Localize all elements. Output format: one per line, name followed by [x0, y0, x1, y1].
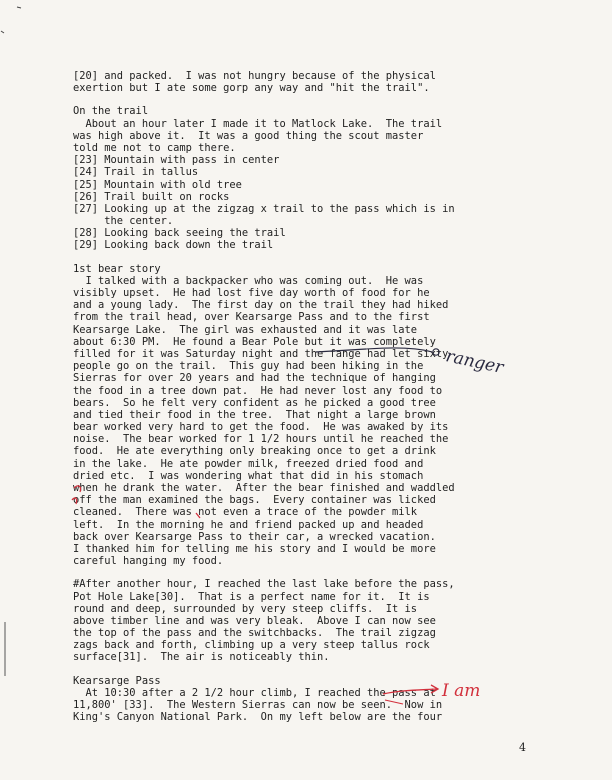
text-line: about 6:30 PM. He found a Bear Pole but it was completely: [73, 335, 436, 348]
margin-vertical-line: [0, 620, 10, 680]
photo-list-item: [25] Mountain with old tree: [73, 178, 242, 191]
text-line: Kearsarge Lake. The girl was exhausted and it was late: [73, 323, 418, 336]
text-line: the top of the pass and the switchbacks. The trail zigzag: [73, 627, 436, 640]
text-line: bear worked very hard to get the food. He was awaked by its: [73, 421, 449, 434]
text-line: left. In the morning he and friend packed up and headed: [73, 518, 424, 531]
blank-line: [73, 567, 473, 578]
text-line: people go on the trail. This guy had been hiking in the: [73, 360, 424, 373]
text-line: King's Canyon National Park. On my left below are the four: [73, 711, 443, 724]
text-line: exertion but I ate some gorp any way and "hit the trail".: [73, 82, 430, 95]
blank-line: [73, 94, 473, 105]
section-heading-on-the-trail: On the trail: [73, 105, 149, 118]
photo-list-item: [27] Looking up at the zigzag x trail to the pass which is in: [73, 202, 455, 215]
text-line: dried etc. I was wondering what that did in his stomach: [73, 469, 424, 482]
text-line: above timber line and was very bleak. Above I can now see: [73, 614, 436, 627]
text-line: from the trail head, over Kearsarge Pass and to the first: [73, 311, 430, 324]
text-line: At 10:30 after a 2 1/2 hour climb, I reached the pass at: [73, 686, 436, 699]
handwritten-ranger-note: ranger: [443, 346, 506, 378]
text-line-with-correction: filled for it was Saturday night and the fange had let sixty: [73, 347, 449, 360]
text-line: careful hanging my food.: [73, 555, 224, 568]
text-line: bears. So he felt very confident as he picked a good tree: [73, 396, 436, 409]
text-line: surface[31]. The air is noticeably thin.: [73, 651, 330, 664]
text-line: Sierras for over 20 years and had the technique of hanging: [73, 372, 436, 385]
text-line: I thanked him for telling me his story and I would be more: [73, 542, 436, 555]
handwritten-i-am-insertion: I am: [442, 681, 481, 701]
typed-text-body: [73, 70, 473, 723]
text-line: round and deep, surrounded by very steep cliffs. It is: [73, 602, 418, 615]
photo-list-item-continued: the center.: [73, 215, 174, 228]
blank-line: [73, 252, 473, 263]
text-line: was high above it. It was a good thing the scout master: [73, 129, 424, 142]
photo-list-item: [29] Looking back down the trail: [73, 239, 274, 252]
text-line: when he drank the water. After the bear finished and waddled: [73, 482, 455, 494]
photo-list-item: [26] Trail built on rocks: [73, 190, 230, 203]
photo-list-item: [23] Mountain with pass in center: [73, 154, 280, 167]
red-pen-corrections: [70, 480, 220, 540]
text-line: [20] and packed. I was not hungry because of the physical: [73, 70, 436, 82]
text-line: visibly upset. He had lost five day worth of food for he: [73, 287, 430, 299]
margin-pen-marks: [0, 0, 40, 40]
text-line: I talked with a backpacker who was coming out. He was: [73, 274, 424, 287]
page-number: 4: [519, 741, 526, 754]
text-line: cleaned. There was not even a trace of the powder milk: [73, 506, 418, 519]
section-heading-kearsarge-pass: Kearsarge Pass: [73, 674, 161, 687]
text-line: the food in a tree down pat. He had never lost any food to: [73, 384, 443, 397]
text-line: told me not to camp there.: [73, 141, 236, 154]
text-line: #After another hour, I reached the last lake before the pass,: [73, 578, 455, 591]
text-line: Pot Hole Lake[30]. That is a perfect name for it. It is: [73, 590, 430, 603]
section-heading-bear-story: 1st bear story: [73, 262, 161, 275]
text-line-with-insertion: 11,800' [33]. The Western Sierras can now be seen. Now in: [73, 699, 443, 711]
text-line: off the man examined the bags. Every container was licked: [73, 494, 436, 507]
photo-list-item: [28] Looking back seeing the trail: [73, 227, 286, 240]
text-line: in the lake. He ate powder milk, freezed dried food and: [73, 457, 424, 470]
text-line: food. He ate everything only breaking once to get a drink: [73, 445, 436, 458]
photo-list-item: [24] Trail in tallus: [73, 166, 199, 179]
text-line: and a young lady. The first day on the trail they had hiked: [73, 299, 449, 312]
text-line: zags back and forth, climbing up a very steep tallus rock: [73, 639, 430, 652]
blank-line: [73, 664, 473, 675]
text-line: back over Kearsarge Pass to their car, a wrecked vacation.: [73, 530, 436, 543]
text-line: noise. The bear worked for 1 1/2 hours until he reached the: [73, 433, 449, 446]
text-line: and tied their food in the tree. That night a large brown: [73, 408, 436, 421]
text-line: About an hour later I made it to Matlock Lake. The trail: [73, 117, 443, 130]
